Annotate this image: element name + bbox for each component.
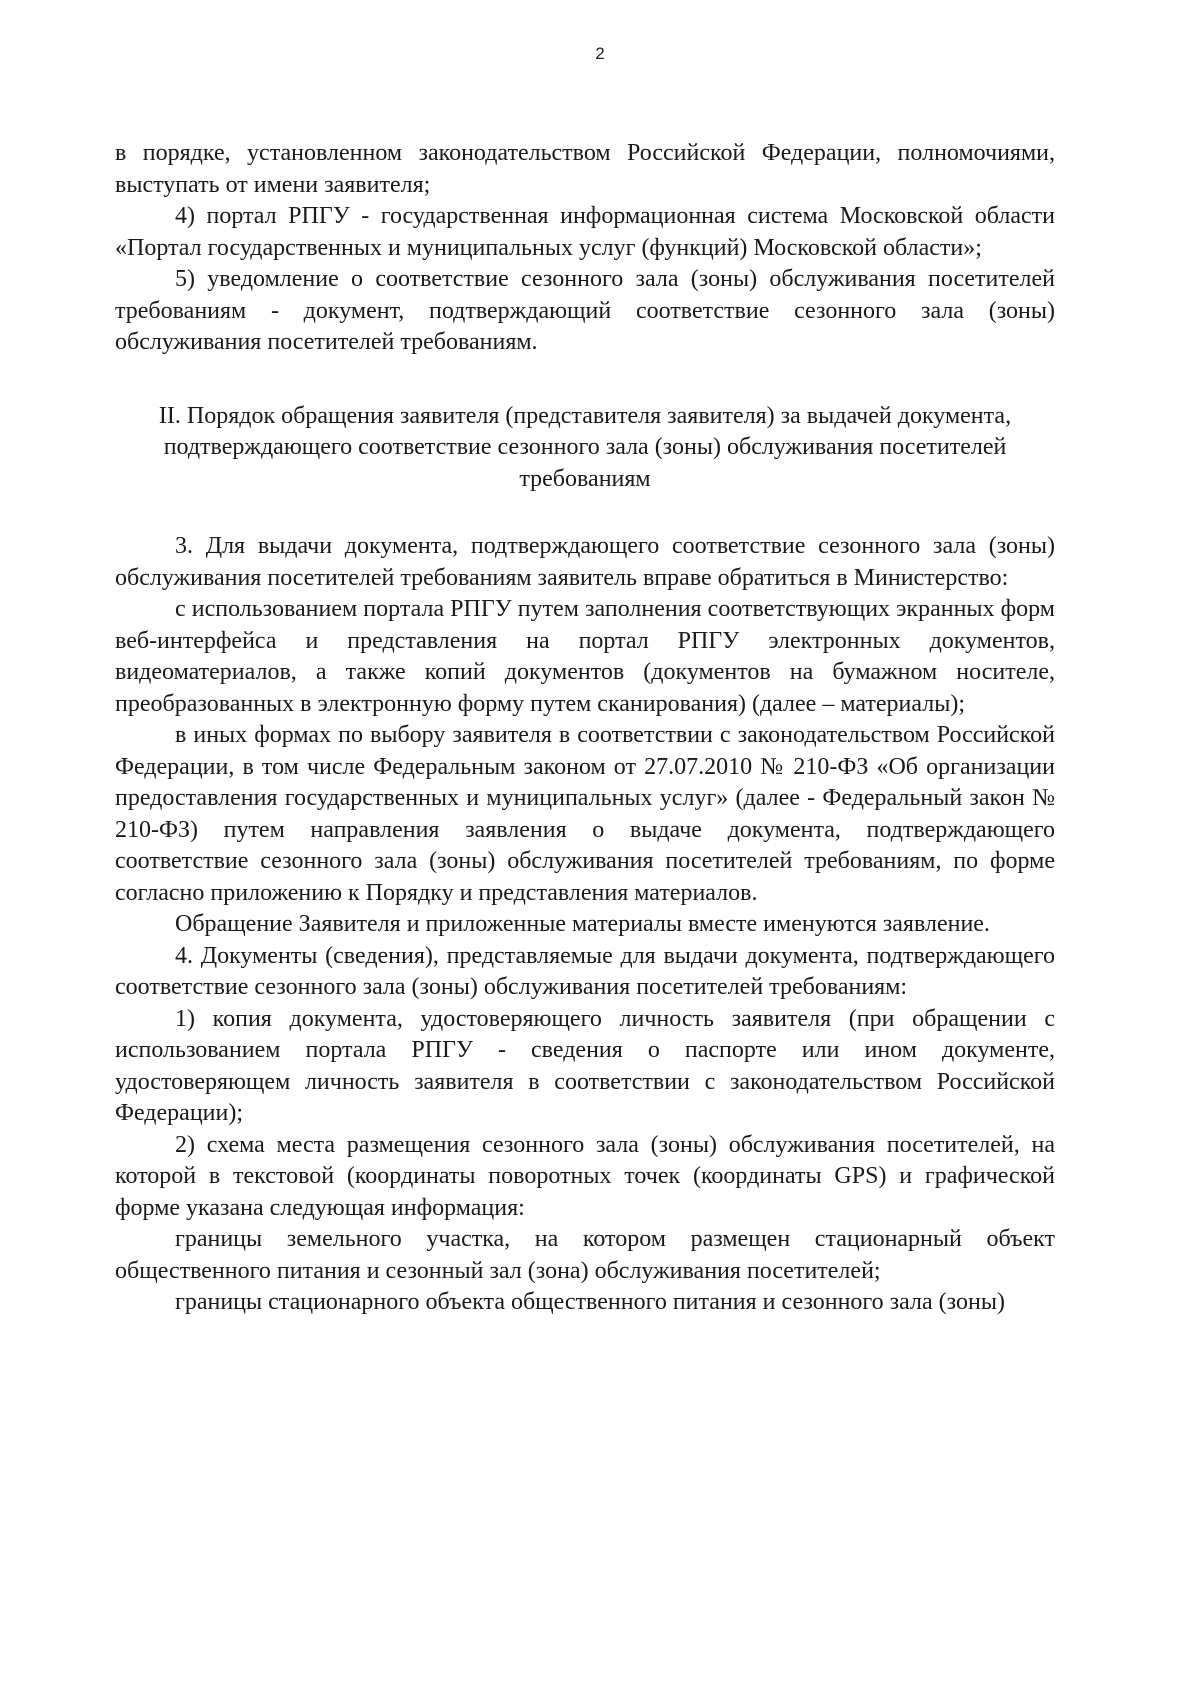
paragraph-item-4: 4. Документы (сведения), представляемые для выдачи документа, подтверждающего соответствие сезонного зала (зоны) обслуживания посетителей требованиям: <box>115 942 1055 1000</box>
page-number: 2 <box>595 44 605 63</box>
spacer <box>115 359 1055 401</box>
paragraph-land-boundaries: границы земельного участка, на котором размещен стационарный объект общественного питания и сезонный зал (зона) обслуживания посетителей; <box>115 1226 1055 1284</box>
paragraph-object-boundaries: границы стационарного объекта общественного питания и сезонного зала (зоны) <box>175 1289 1005 1315</box>
paragraph-placement-scheme: 2) схема места размещения сезонного зала (зоны) обслуживания посетителей, на которой в текстовой (координаты поворотных точек (координаты GPS) и графической форме указана следующая информация: <box>115 1131 1055 1221</box>
document-body <box>115 138 1055 1319</box>
section-heading: II. Порядок обращения заявителя (представителя заявителя) за выдачей документа, подтверждающего соответствие сезонного зала (зоны) обслуживания посетителей требованиям <box>158 402 1012 492</box>
paragraph-other-forms: в иных формах по выбору заявителя в соответствии с законодательством Российской Федерации, в том числе Федеральным законом от 27.07.2010 № 210-ФЗ «Об организации предоставления государственных и муниципальных услуг» (далее - Федеральный закон № 210-ФЗ) путем направления заявления о выдаче документа, подтверждающего соответствие сезонного зала (зоны) обслуживания посетителей требованиям, по форме согласно приложению к Порядку и представления материалов. <box>115 722 1055 906</box>
paragraph-identity-document: 1) копия документа, удостоверяющего личность заявителя (при обращении с использованием портала РПГУ - сведения о паспорте или ином документе, удостоверяющем личность заявителя в соответствии с законодательством Российской Федерации); <box>115 1005 1055 1126</box>
paragraph-notification-definition: 5) уведомление о соответствие сезонного зала (зоны) обслуживания посетителей требованиям - документ, подтверждающий соответствие сезонного зала (зоны) обслуживания посетителей требованиям. <box>115 266 1055 355</box>
paragraph-rpgu-submission: с использованием портала РПГУ путем заполнения соответствующих экранных форм веб-интерфейса и представления на портал РПГУ электронных документов, видеоматериалов, а также копий документов (документов на бумажном носителе, преобразованных в электронную форму путем сканирования) (далее – материалы); <box>115 596 1055 717</box>
spacer <box>115 495 1055 531</box>
paragraph-representative-authority: в порядке, установленном законодательством Российской Федерации, полномочиями, выступать от имени заявителя; <box>115 140 1055 198</box>
paragraph-rpgu-definition: 4) портал РПГУ - государственная информационная система Московской области «Портал государственных и муниципальных услуг (функций) Московской области»; <box>115 203 1055 261</box>
paragraph-item-3: 3. Для выдачи документа, подтверждающего соответствие сезонного зала (зоны) обслуживания посетителей требованиям заявитель вправе обратиться в Министерство: <box>115 533 1055 591</box>
paragraph-application-definition: Обращение Заявителя и приложенные материалы вместе именуются заявление. <box>175 911 990 937</box>
